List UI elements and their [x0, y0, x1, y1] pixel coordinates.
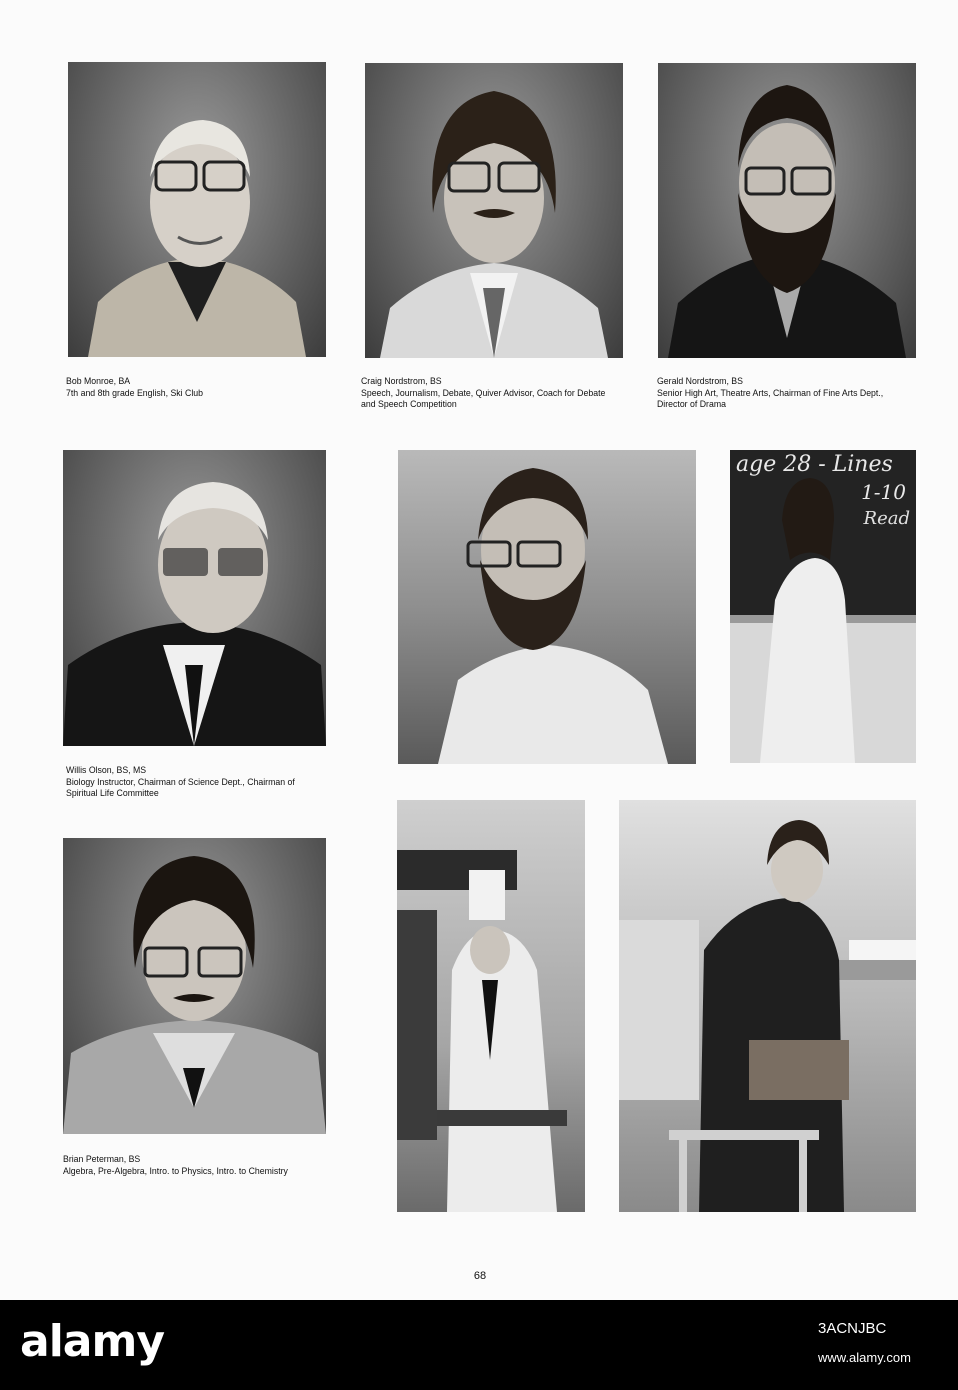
site-url: www.alamy.com	[818, 1350, 911, 1365]
photo-teacher-at-desk	[619, 800, 916, 1212]
staff-role: 7th and 8th grade English, Ski Club	[66, 387, 204, 399]
staff-name: Brian Peterman, BS	[63, 1154, 141, 1165]
caption-brian-peterman	[63, 1154, 288, 1177]
caption-craig-nordstrom	[361, 376, 605, 411]
chalkboard-text-line2: 1-10	[861, 480, 906, 504]
staff-name: Bob Monroe, BA	[66, 376, 131, 387]
staff-role: Speech, Journalism, Debate, Quiver Advisor, Coach for Debate	[361, 387, 606, 399]
chalkboard-text-line3: Read	[863, 508, 910, 529]
chalkboard-text-line1: age 28 - Lines	[736, 452, 893, 477]
staff-role: and Speech Competition	[361, 399, 457, 410]
staff-role: Spiritual Life Committee	[66, 788, 159, 799]
page-number: 68	[473, 1270, 487, 1282]
staff-role: Director of Drama	[657, 399, 726, 410]
stock-image-id: 3ACNJBC	[818, 1320, 887, 1337]
staff-name: Willis Olson, BS, MS	[66, 765, 147, 776]
staff-role: Algebra, Pre-Algebra, Intro. to Physics, Intro. to Chemistry	[63, 1165, 288, 1177]
portrait-bob-monroe	[68, 62, 326, 357]
photo-costumed-teacher	[397, 800, 585, 1212]
caption-willis-olson	[66, 765, 295, 800]
staff-name: Craig Nordstrom, BS	[361, 376, 442, 387]
staff-role: Senior High Art, Theatre Arts, Chairman of Fine Arts Dept.,	[657, 387, 884, 399]
photo-chalkboard-teacher	[730, 450, 916, 763]
portrait-willis-olson	[63, 450, 326, 746]
watermark-footer	[0, 1300, 958, 1390]
caption-bob-monroe	[66, 376, 203, 399]
portrait-gerald-nordstrom	[658, 63, 916, 358]
portrait-craig-nordstrom	[365, 63, 623, 358]
portrait-brian-peterman	[63, 838, 326, 1134]
alamy-logo: alamy	[20, 1316, 164, 1367]
staff-name: Gerald Nordstrom, BS	[657, 376, 743, 387]
staff-role: Biology Instructor, Chairman of Science Dept., Chairman of	[66, 776, 295, 788]
photo-bearded-teacher	[398, 450, 696, 764]
caption-gerald-nordstrom	[657, 376, 883, 411]
